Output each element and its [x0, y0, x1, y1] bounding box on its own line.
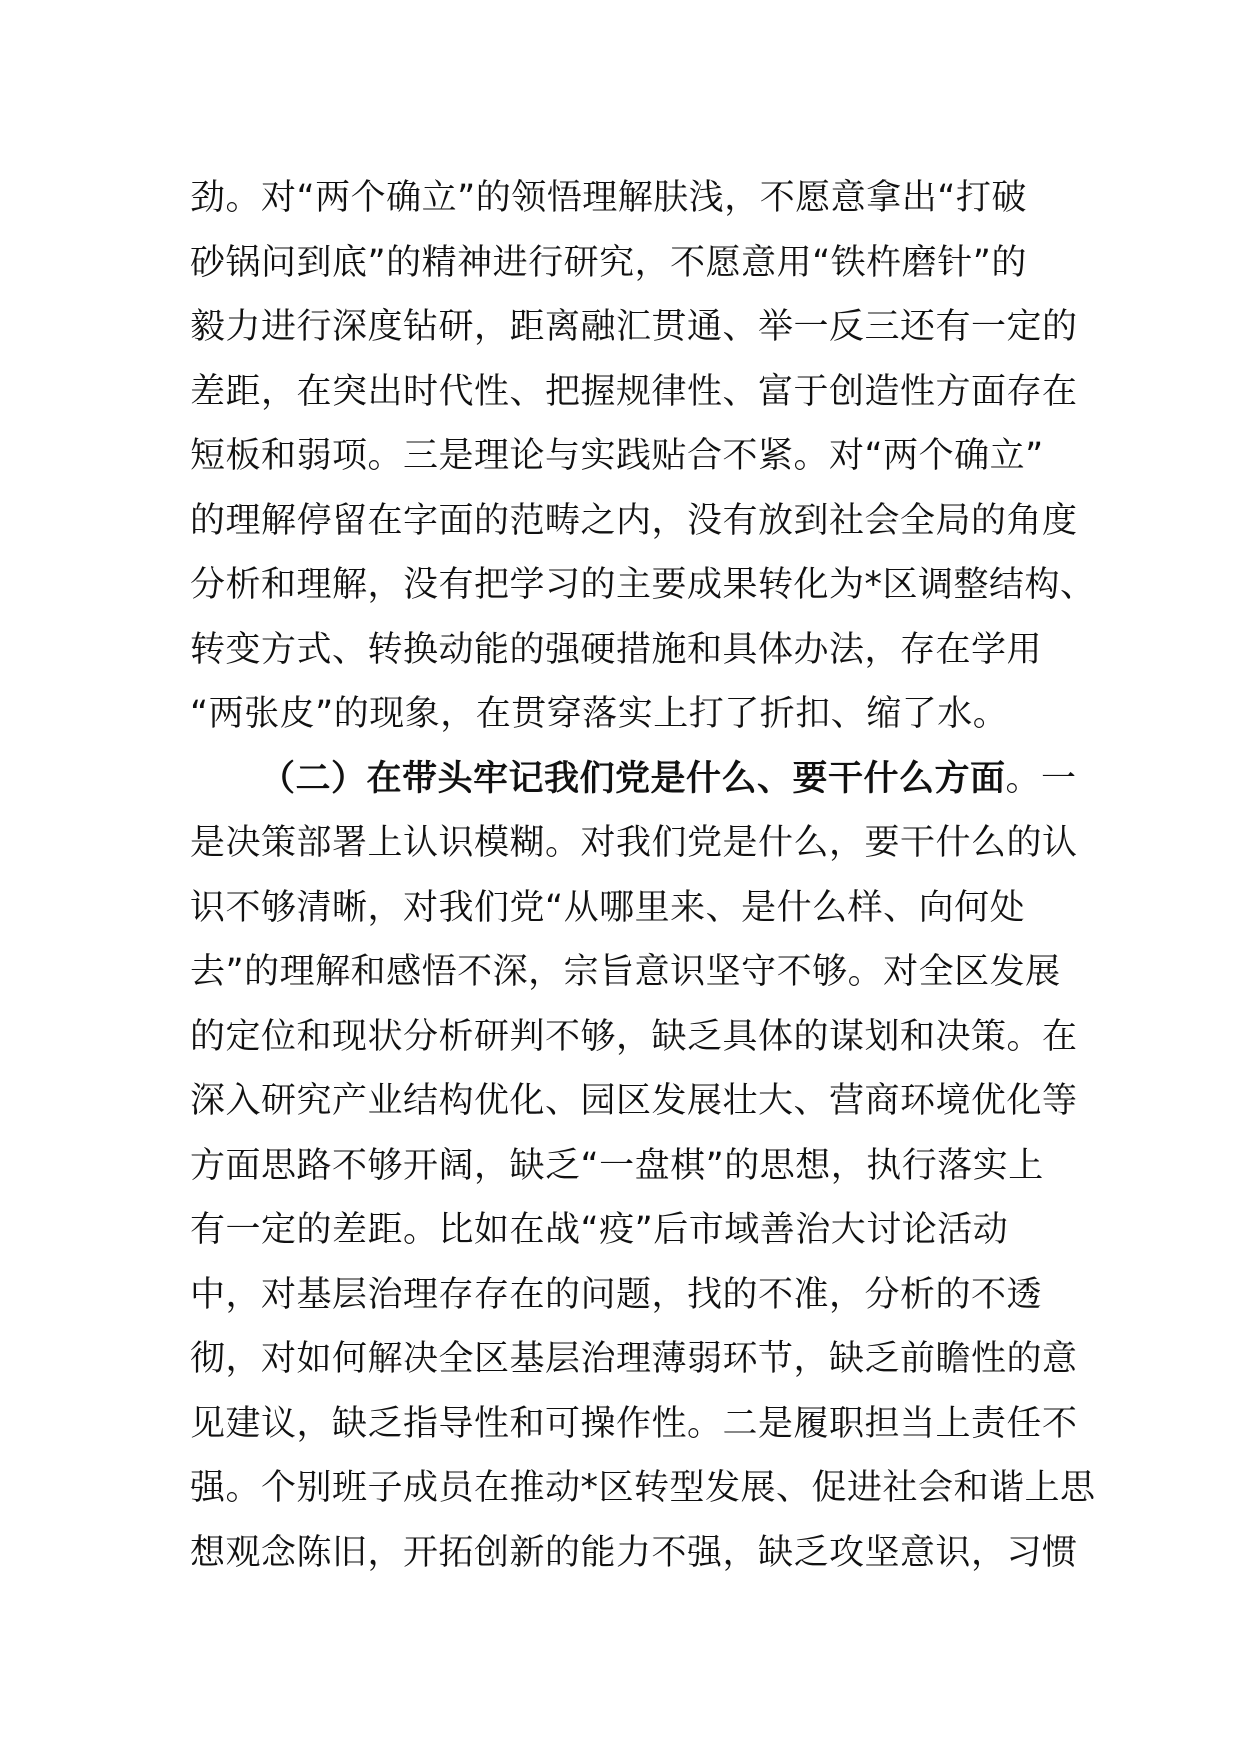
heading-continuation: 。一	[1005, 758, 1077, 799]
text-line: 彻，对如何解决全区基层治理薄弱环节，缺乏前瞻性的意	[190, 1339, 1078, 1379]
text-line: 中，对基层治理存存在的问题，找的不准，分析的不透	[190, 1274, 1043, 1315]
text-line: 是决策部署上认识模糊。对我们党是什么，要干什么的认	[190, 823, 1078, 863]
text-line: 有一定的差距。比如在战“疫”后市域善治大讨论活动	[190, 1210, 1009, 1250]
text-line: 的理解停留在字面的范畴之内，没有放到社会全局的角度	[190, 500, 1078, 541]
text-line: 劲。对“两个确立”的领悟理解肤浅，不愿意拿出“打破	[190, 178, 1027, 218]
text-line: 深入研究产业结构优化、园区发展壮大、营商环境优化等	[190, 1081, 1078, 1121]
text-line: 想观念陈旧，开拓创新的能力不强，缺乏攻坚意识，习惯	[190, 1532, 1078, 1573]
section-heading-line	[190, 747, 1077, 812]
text-line: 毅力进行深度钻研，距离融汇贯通、举一反三还有一定的	[190, 307, 1078, 347]
text-line: “两张皮”的现象，在贯穿落实上打了折扣、缩了水。	[190, 694, 1009, 734]
text-line: 强。个别班子成员在推动*区转型发展、促进社会和谐上思	[190, 1468, 1096, 1508]
text-line: 砂锅问到底”的精神进行研究，不愿意用“铁杵磨针”的	[190, 242, 1027, 283]
text-line: 的定位和现状分析研判不够，缺乏具体的谋划和决策。在	[190, 1016, 1078, 1057]
body-text	[190, 166, 1096, 1585]
text-line: 见建议，缺乏指导性和可操作性。二是履职担当上责任不	[190, 1403, 1078, 1444]
section-heading: （二）在带头牢记我们党是什么、要干什么方面	[260, 758, 1006, 799]
text-line: 分析和理解，没有把学习的主要成果转化为*区调整结构、	[190, 565, 1096, 605]
text-line: 去”的理解和感悟不深，宗旨意识坚守不够。对全区发展	[190, 952, 1061, 992]
text-line: 识不够清晰，对我们党“从哪里来、是什么样、向何处	[190, 887, 1026, 928]
text-line: 差距，在突出时代性、把握规律性、富于创造性方面存在	[190, 371, 1078, 412]
text-line: 方面思路不够开阔，缺乏“一盘棋”的思想，执行落实上	[190, 1145, 1044, 1186]
text-line: 短板和弱项。三是理论与实践贴合不紧。对“两个确立”	[190, 436, 1044, 476]
text-line: 转变方式、转换动能的强硬措施和具体办法，存在学用	[190, 629, 1043, 670]
